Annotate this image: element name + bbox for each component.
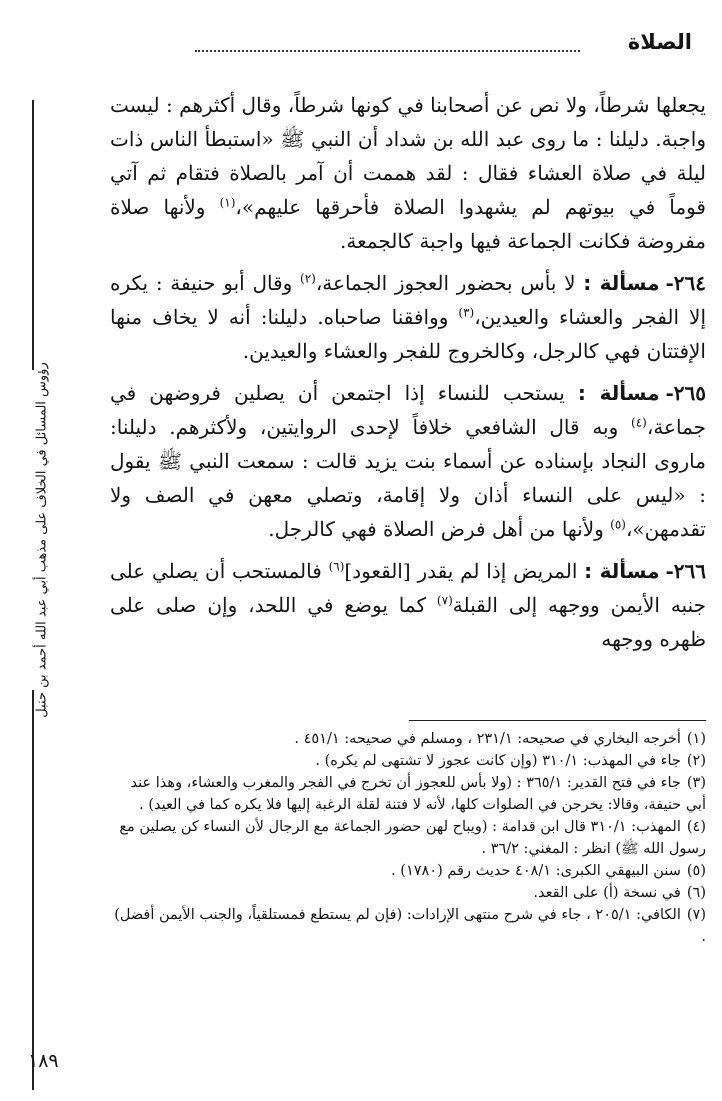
sidebar-rule-bottom <box>32 690 34 1090</box>
footnote-ref-6: (٦) <box>328 559 345 574</box>
issue-label: مسألة : <box>584 559 660 583</box>
footnote-6 <box>110 882 706 904</box>
footnote-ref-3: (٣) <box>458 305 475 320</box>
intro-paragraph <box>110 88 706 258</box>
issue-265-text-3: ولأنها من أهل فرض الصلاة فهي كالرجل. <box>268 517 611 541</box>
footnote-text: سنن البيهقي الكبرى: ٤٠٨/١ حديث رقم (١٧٨٠) . <box>391 863 681 879</box>
footnote-ref-4: (٤) <box>631 415 647 430</box>
issue-264-text-2: وقال أبو حنيفة : يكره إلا الفجر والعشاء والعيدين، <box>110 271 706 329</box>
issue-266 <box>110 554 706 656</box>
footnote-text: المهذب: ٣١٠/١ قال ابن قدامة : (ويباح لهن حضور الجماعة مع الرجال لأن النساء كن يصلين مع رسول الله ﷺ) انظر : المغني: ٣٦/٢ . <box>119 819 706 857</box>
issue-number-264: ٢٦٤- <box>665 271 706 295</box>
footnote-number: (٢) <box>686 753 706 769</box>
footnote-5 <box>110 860 706 882</box>
footnote-number: (١) <box>686 731 706 747</box>
issue-264-text-3: ووافقنا صاحباه. دليلنا: أنه لا يخاف منها الإفتتان فهي كالرجل، وكالخروج للفجر والعشاء والعيدين. <box>110 305 706 363</box>
footnotes <box>110 728 706 948</box>
main-text <box>110 88 706 656</box>
footnote-text: جاء في فتح القدير: ٣٦٥/١ : (ولا بأس للعجوز أن تخرج في الفجر والمغرب والعشاء، وهذا عند أبي حنيفة، وقالا: يخرجن في الصلوات كلها، لأنه لا فتنة لقلة الرغبة إليها فلا يكره كما في العيد) . <box>130 775 706 813</box>
footnote-text: جاء في المهذب: ٣١٠/١ (وإن كانت عجوز لا تشتهى لم يكره) . <box>315 753 681 769</box>
issue-265-text-1: يستحب للنساء إذا اجتمعن أن يصلين فروضهن في جماعة، <box>110 381 706 439</box>
issue-265-text-2: وبه قال الشافعي خلافاً لإحدى الروايتين، ولأكثرهم. دليلنا: ماروى النجاد بإسناده عن أسماء بنت يزيد قالت : سمعت النبي ﷺ يقول : «ليس على النساء أذان ولا إقامة، وتصلي معهن في الصف ولا تقدمهن»، <box>110 415 706 541</box>
issue-264 <box>110 266 706 368</box>
intro-text-1: يجعلها شرطاً، ولا نص عن أصحابنا في كونها شرطاً، وقال أكثرهم : ليست واجبة. دليلنا : ما روى عبد الله بن شداد أن النبي ﷺ «استبطأ الناس ذات ليلة في صلاة العشاء فقال : لقد هممت أن آمر بالصلاة فتقام ثم آتي قوماً في بيوتهم لم يشهدوا الصلاة فأحرقها عليهم»، <box>110 93 706 219</box>
footnote-divider <box>409 720 706 721</box>
issue-265 <box>110 376 706 546</box>
footnote-1 <box>110 728 706 750</box>
issue-label: مسألة : <box>583 271 660 295</box>
footnote-number: (٦) <box>686 885 706 901</box>
issue-number-266: ٢٦٦- <box>665 559 706 583</box>
footnote-number: (٤) <box>686 819 706 835</box>
footnote-ref-5: (٥) <box>610 517 626 532</box>
issue-264-text-1: لا بأس بحضور العجوز الجماعة، <box>315 271 584 295</box>
footnote-text: أخرجه البخاري في صحيحه: ٢٣١/١ ، ومسلم في صحيحه: ٤٥١/١ . <box>294 731 681 747</box>
footnote-ref-7: (٧) <box>436 593 453 608</box>
footnote-3 <box>110 772 706 816</box>
footnote-number: (٧) <box>686 907 706 923</box>
book-title-sidebar <box>22 362 62 718</box>
issue-266-text-2: فالمستحب أن يصلي على جنبه الأيمن ووجهه إلى القبلة <box>110 559 706 617</box>
footnote-7 <box>110 904 706 948</box>
header-rule <box>195 50 580 52</box>
page-number: ١٨٩ <box>28 1050 59 1072</box>
footnote-number: (٥) <box>686 863 706 879</box>
issue-266-text-3: كما يوضع في اللحد، وإن صلى على ظهره ووجهه <box>110 593 706 651</box>
issue-266-text-1: المريض إذا لم يقدر [القعود] <box>344 559 585 583</box>
footnote-number: (٣) <box>686 775 706 791</box>
sidebar-rule-top <box>32 100 34 370</box>
book-title: رؤوس المسائل في الخلاف على مذهب أبي عبد الله أحمد بن حنبل <box>34 362 50 718</box>
footnote-text: الكافي: ٢٠٥/١ ، جاء في شرح منتهى الإرادات: (فإن لم يستطع فمستلقياً، والجنب الأيمن أفضل) . <box>114 907 706 945</box>
footnote-4 <box>110 816 706 860</box>
footnote-ref-1: (١) <box>219 195 236 210</box>
intro-text-2: ولأنها صلاة مفروضة فكانت الجماعة فيها واجبة كالجمعة. <box>110 195 706 253</box>
issue-number-265: ٢٦٥- <box>665 381 707 405</box>
issue-label: مسألة : <box>577 381 660 405</box>
page-header <box>195 30 692 60</box>
footnote-ref-2: (٢) <box>300 271 316 286</box>
footnote-text: في نسخة (أ) على القعد. <box>533 885 681 901</box>
footnote-2 <box>110 750 706 772</box>
chapter-title: الصلاة <box>627 30 692 54</box>
